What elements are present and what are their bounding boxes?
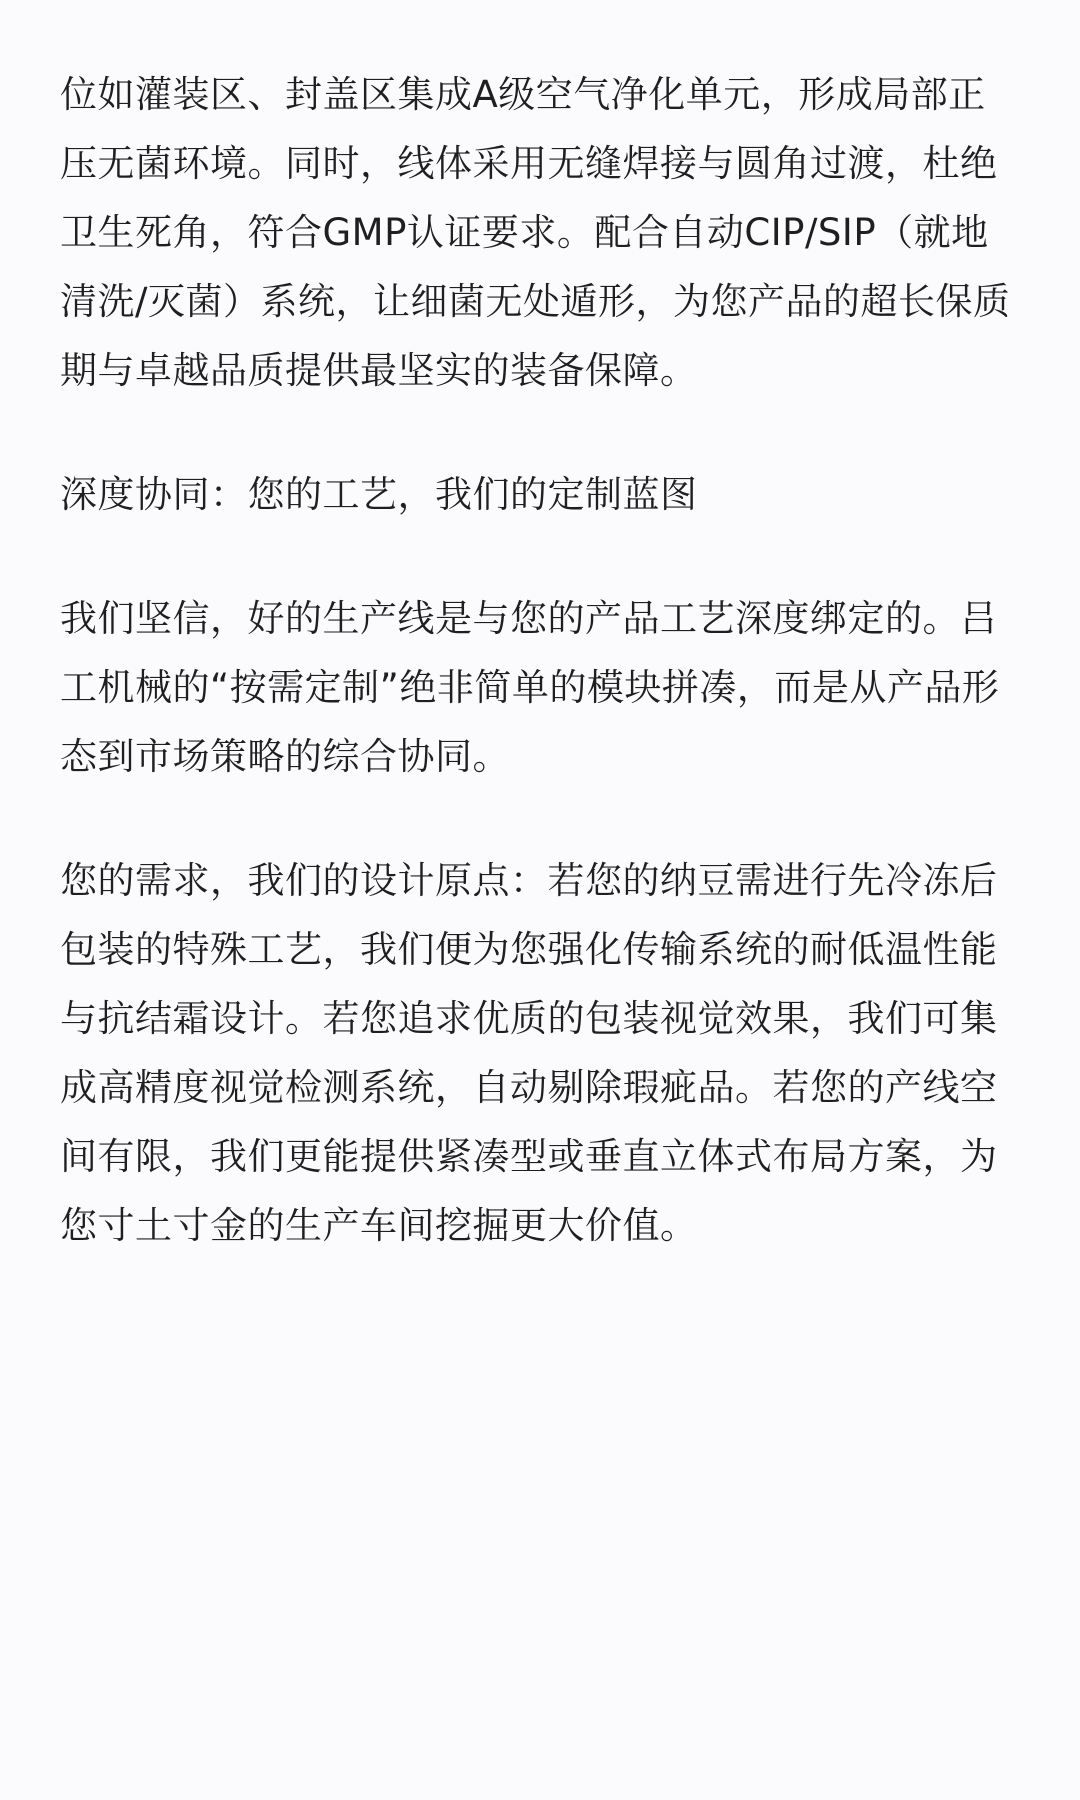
paragraph-design-origin: 您的需求，我们的设计原点：若您的纳豆需进行先冷冻后包装的特殊工艺，我们便为您强化传输系统的耐低温性能与抗结霜设计。若您追求优质的包装视觉效果，我们可集成高精度视觉检测系统，自动剔除瑕疵品。若您的产线空间有限，我们更能提供紧凑型或垂直立体式布局方案，为您寸土寸金的生产车间挖掘更大价值。 xyxy=(60,859,998,1247)
paragraph-customization: 我们坚信，好的生产线是与您的产品工艺深度绑定的。吕工机械的“按需定制”绝非简单的模块拼凑，而是从产品形态到市场策略的综合协同。 xyxy=(60,597,1000,778)
section-heading: 深度协同：您的工艺，我们的定制蓝图 xyxy=(60,473,698,516)
paragraph-sterile-environment: 位如灌装区、封盖区集成A级空气净化单元，形成局部正压无菌环境。同时，线体采用无缝焊接与圆角过渡，杜绝卫生死角，符合GMP认证要求。配合自动CIP/SIP（就地清洗/灭菌）系统，让细菌无处遁形，为您产品的超长保质期与卓越品质提供最坚实的装备保障。 xyxy=(60,73,1011,392)
